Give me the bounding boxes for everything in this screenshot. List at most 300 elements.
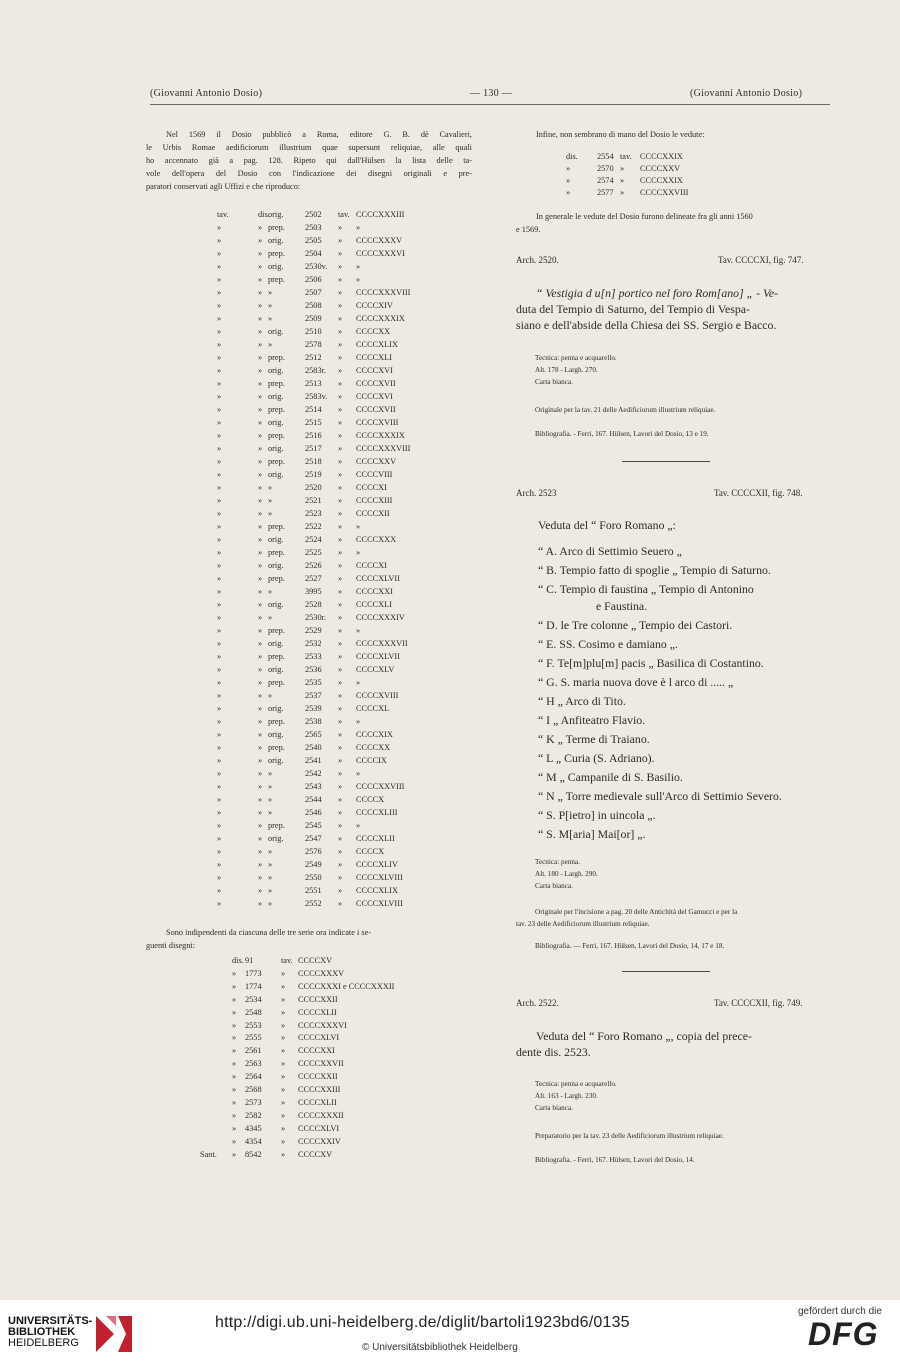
table-cell: 4345	[245, 1123, 262, 1133]
table-cell: prep.	[268, 405, 285, 414]
legend-item: “ F. Te[m]plu[m] pacis „ Basilica di Costantino.	[538, 656, 764, 670]
table-cell: »	[338, 496, 343, 505]
table-cell: tav.	[217, 210, 229, 219]
arch-2522-description	[516, 1028, 828, 1060]
table-cell: CCCCXIV	[356, 301, 393, 310]
table-cell: CCCCXXXVIII	[356, 288, 411, 297]
table-cell: prep.	[268, 457, 285, 466]
arch-2523-head: Arch. 2523	[516, 488, 557, 498]
library-logo-text	[8, 1316, 92, 1349]
table-cell: »	[217, 613, 222, 622]
table-cell: CCCCXXX	[356, 535, 397, 544]
table-cell: »	[338, 340, 343, 349]
arch-2523-tav: Tav. CCCCXII, fig. 748.	[714, 488, 803, 498]
table-cell: CCCCXXI	[356, 587, 393, 596]
table-cell: »	[338, 834, 343, 843]
arch-2523-notes	[535, 856, 598, 892]
table-cell: »	[268, 899, 273, 908]
table-cell: 1773	[245, 968, 262, 978]
table-cell: »	[338, 587, 343, 596]
table-cell: 2576	[305, 847, 322, 856]
table-cell: 91	[245, 956, 254, 965]
table-cell: 2583v.	[305, 392, 328, 401]
table-cell: Sant.	[200, 1149, 217, 1159]
table-cell: CCCCXXII	[298, 1072, 338, 1082]
table-cell: CCCCXLII	[298, 1097, 337, 1107]
table-cell: »	[258, 795, 263, 804]
table-cell: »	[338, 483, 343, 492]
table-cell: 2552	[305, 899, 322, 908]
arch-2522-biblio: Bibliografia. - Ferri, 167. Hülsen, Lavori del Dosio, 14.	[535, 1156, 695, 1164]
legend-item: “ S. P[ietro] in uincola „.	[538, 808, 656, 822]
table-cell: 2532	[305, 639, 322, 648]
table-cell: »	[217, 665, 222, 674]
indip-paragraph	[146, 926, 472, 952]
arch-2520-tav: Tav. CCCCXI, fig. 747.	[718, 255, 804, 265]
table-cell: 2540	[305, 743, 322, 752]
table-cell: »	[258, 327, 263, 336]
table-cell: CCCCX	[356, 847, 385, 856]
table-cell: prep.	[268, 353, 285, 362]
table-cell: orig.	[268, 665, 284, 674]
table-cell: 2563	[245, 1059, 262, 1069]
table-cell: »	[258, 743, 263, 752]
table-cell: »	[338, 535, 343, 544]
table-cell: »	[258, 366, 263, 375]
table-cell: »	[217, 405, 222, 414]
table-cell: »	[281, 1007, 286, 1017]
table-cell: »	[566, 176, 571, 185]
arch-2522-tecnica: Tecnica: penna e acquarello.	[535, 1080, 617, 1088]
table-cell: orig.	[268, 327, 284, 336]
table-cell: »	[338, 301, 343, 310]
table-cell: »	[281, 981, 286, 991]
table-cell: »	[232, 981, 237, 991]
legend-item: “ D. le Tre colonne „ Tempio dei Castori.	[538, 618, 733, 632]
table-cell: CCCCXXIV	[298, 1136, 341, 1146]
table-cell: »	[217, 418, 222, 427]
table-cell: 2517	[305, 444, 322, 453]
table-cell: CCCCXLIII	[356, 808, 398, 817]
table-cell: »	[217, 756, 222, 765]
table-cell: »	[338, 704, 343, 713]
table-cell: »	[338, 275, 343, 284]
table-cell: 2542	[305, 769, 322, 778]
table-cell: 2544	[305, 795, 322, 804]
table-cell: »	[268, 808, 273, 817]
table-cell: »	[338, 782, 343, 791]
table-cell: »	[338, 639, 343, 648]
table-cell: 2524	[305, 535, 322, 544]
table-cell: 2506	[305, 275, 322, 284]
table-cell: 2573	[245, 1097, 262, 1107]
table-cell: »	[620, 188, 625, 197]
table-cell: »	[258, 769, 263, 778]
table-cell: orig.	[268, 600, 284, 609]
table-cell: 2507	[305, 288, 322, 297]
table-cell: orig.	[268, 366, 284, 375]
table-cell: 2530r.	[305, 613, 326, 622]
legend-item: “ H „ Arco di Tito.	[538, 694, 626, 708]
table-cell: CCCCXLVII	[356, 652, 400, 661]
table-cell: »	[268, 301, 273, 310]
intro-line: le Urbis Romae aedificiorum illustrium quae supersunt reliquiae, alle quali	[146, 143, 472, 152]
table-cell: »	[338, 756, 343, 765]
arch-2520-description	[516, 285, 828, 333]
table-cell: orig.	[268, 561, 284, 570]
legend-item: “ I „ Anfiteatro Flavio.	[538, 713, 646, 727]
table-cell: »	[232, 1007, 237, 1017]
table-cell: 2570	[597, 164, 614, 173]
table-cell: 2523	[305, 509, 322, 518]
table-cell: »	[258, 236, 263, 245]
table-cell: 2549	[305, 860, 322, 869]
arch-2523-carta: Carta bianca.	[535, 882, 573, 890]
table-cell: prep.	[268, 548, 285, 557]
table-cell: »	[281, 1085, 286, 1094]
permalink[interactable]: http://digi.ub.uni-heidelberg.de/diglit/bartoli1923bd6/0135	[215, 1314, 630, 1331]
table-cell: »	[258, 847, 263, 856]
table-cell: »	[258, 665, 263, 674]
arch-2523-orig-2: tav. 23 delle Aedificiorum illustrium reliquiae.	[516, 920, 650, 928]
table-cell: »	[258, 548, 263, 557]
running-header-left: (Giovanni Antonio Dosio)	[150, 88, 263, 99]
table-cell: »	[217, 301, 222, 310]
table-cell: »	[232, 1046, 237, 1056]
table-cell: »	[258, 652, 263, 661]
arch-2523-size: Alt. 180 - Largh. 290.	[535, 870, 598, 878]
table-cell: »	[258, 418, 263, 427]
arch-2520-notes	[535, 352, 617, 388]
table-cell: prep.	[268, 249, 285, 258]
table-cell: »	[281, 1136, 286, 1146]
table-cell: 2513	[305, 379, 322, 388]
table-cell: »	[258, 405, 263, 414]
table-cell: »	[258, 561, 263, 570]
table-cell: orig.	[268, 756, 284, 765]
table-cell: 2533	[305, 652, 322, 661]
table-cell: CCCCVIII	[356, 470, 393, 479]
table-cell: 2515	[305, 418, 322, 427]
table-cell: »	[232, 1033, 237, 1043]
table-cell: »	[268, 613, 273, 622]
arch-2522-head: Arch. 2522.	[516, 998, 559, 1008]
table-cell: CCCCXIX	[356, 730, 393, 739]
generale-line-2: e 1569.	[516, 225, 541, 234]
table-cell: »	[232, 1020, 237, 1030]
table-cell: CCCCXLII	[298, 1007, 337, 1017]
table-cell: »	[338, 392, 343, 401]
table-cell: CCCCXXIX	[640, 152, 683, 161]
table-cell: tav.	[281, 956, 293, 965]
legend-item: “ G. S. maria nuova dove è l arco di ..... „	[538, 675, 734, 689]
table-cell: prep.	[268, 574, 285, 583]
table-cell: »	[217, 275, 222, 284]
library-line-1: UNIVERSITÄTS-	[8, 1315, 93, 1327]
table-cell: »	[232, 1097, 237, 1107]
table-cell: CCCCXXXVIII	[356, 444, 411, 453]
table-cell: CCCCXXXVII	[356, 639, 408, 648]
table-cell: 2561	[245, 1046, 262, 1056]
table-cell: »	[217, 223, 222, 232]
table-cell: »	[258, 821, 263, 830]
table-cell: 2504	[305, 249, 322, 258]
table-cell: orig.	[268, 639, 284, 648]
table-cell: CCCCXVIII	[356, 418, 399, 427]
arch-2520-biblio: Bibliografia. - Ferri, 167. Hülsen, Lavori del Dosio, 13 e 19.	[535, 430, 709, 438]
table-cell: »	[258, 678, 263, 687]
table-cell: »	[217, 860, 222, 869]
table-cell: 2555	[245, 1033, 262, 1043]
intro-paragraph	[146, 128, 472, 193]
table-cell: »	[268, 483, 273, 492]
infine-line: Infine, non sembrano di mano del Dosio le vedute:	[536, 130, 705, 139]
table-cell: orig.	[268, 262, 284, 271]
table-cell: orig.	[268, 210, 284, 219]
table-cell: »	[217, 327, 222, 336]
table-cell: tav.	[620, 152, 632, 161]
table-cell: »	[217, 834, 222, 843]
legend-item: “ N „ Torre medievale sull'Arco di Settimio Severo.	[538, 789, 782, 803]
table-cell: »	[338, 548, 343, 557]
table-cell: 2551	[305, 886, 322, 895]
table-cell: »	[217, 704, 222, 713]
table-cell: CCCCXVI	[356, 392, 393, 401]
table-cell: »	[356, 626, 361, 635]
table-cell: »	[281, 968, 286, 978]
table-cell: »	[268, 340, 273, 349]
table-cell: CCCCXXXIII	[356, 210, 405, 219]
table-cell: »	[258, 626, 263, 635]
table-cell: »	[232, 1072, 237, 1082]
table-cell: orig.	[268, 236, 284, 245]
table-cell: prep.	[268, 379, 285, 388]
table-cell: »	[217, 379, 222, 388]
table-cell: »	[281, 1149, 286, 1159]
table-cell: »	[338, 288, 343, 297]
table-cell: CCCCXIII	[356, 496, 393, 505]
table-cell: dis.	[566, 152, 578, 161]
table-cell: 2528	[305, 600, 322, 609]
table-cell: »	[338, 509, 343, 518]
table-cell: »	[258, 223, 263, 232]
table-cell: »	[281, 994, 286, 1004]
table-cell: »	[217, 873, 222, 882]
table-cell: CCCCXXV	[356, 457, 397, 466]
table-cell: »	[281, 1059, 286, 1069]
table-cell: 3995	[305, 587, 322, 596]
table-cell: CCCCXXXI e CCCCXXXII	[298, 981, 395, 991]
legend-item: “ B. Tempio fatto di spoglie „ Tempio di Saturno.	[538, 563, 771, 577]
table-cell: CCCCXL	[356, 704, 390, 713]
intro-line: paratori conservati agli Uffizi e che riproduco:	[146, 182, 301, 191]
arch-2520-size: Alt. 178 - Largh. 270.	[535, 366, 598, 374]
table-cell: CCCCXV	[298, 956, 333, 965]
table-cell: »	[217, 288, 222, 297]
table-cell: »	[217, 899, 222, 908]
table-cell: CCCCXXXII	[298, 1110, 344, 1120]
table-cell: »	[338, 678, 343, 687]
table-cell: 2548	[245, 1007, 262, 1017]
table-cell: »	[217, 795, 222, 804]
table-cell: »	[338, 769, 343, 778]
table-cell: »	[356, 821, 361, 830]
generale-paragraph	[516, 210, 826, 236]
arch-2523-tecnica: Tecnica: penna.	[535, 858, 580, 866]
table-cell: »	[356, 522, 361, 531]
table-cell: »	[258, 314, 263, 323]
table-cell: »	[338, 600, 343, 609]
table-cell: 2538	[305, 717, 322, 726]
legend-item: “ M „ Campanile di S. Basilio.	[538, 770, 683, 784]
table-cell: »	[217, 470, 222, 479]
table-cell: 2508	[305, 301, 322, 310]
table-cell: »	[217, 483, 222, 492]
table-cell: 2503	[305, 223, 322, 232]
table-cell: prep.	[268, 652, 285, 661]
table-cell: 2519	[305, 470, 322, 479]
arch-2520-line-1: “ Vestigia d u[n] portico nel foro Rom[ano] „ - Ve-	[536, 286, 779, 300]
dfg-logo: DFG	[808, 1316, 879, 1352]
table-cell: CCCCXXVIII	[640, 188, 689, 197]
table-cell: »	[217, 639, 222, 648]
table-cell: »	[338, 886, 343, 895]
library-seal-icon	[92, 1312, 136, 1356]
table-cell: »	[232, 1085, 237, 1094]
table-cell: CCCCXLI	[356, 353, 392, 362]
table-cell: »	[356, 769, 361, 778]
table-cell: 2502	[305, 210, 322, 219]
table-cell: 2577	[597, 188, 614, 197]
table-cell: CCCCXXI	[298, 1046, 335, 1056]
table-cell: CCCCXLII	[356, 834, 395, 843]
table-cell: »	[217, 535, 222, 544]
table-cell: »	[338, 457, 343, 466]
table-cell: »	[258, 288, 263, 297]
table-cell: CCCCXXV	[640, 164, 681, 173]
table-cell: 2512	[305, 353, 322, 362]
table-cell: CCCCXXXV	[356, 236, 403, 245]
table-cell: »	[217, 392, 222, 401]
table-cell: »	[338, 561, 343, 570]
table-cell: »	[338, 860, 343, 869]
table-cell: 2582	[245, 1110, 262, 1120]
table-cell: »	[232, 1136, 237, 1146]
table-cell: »	[217, 587, 222, 596]
library-line-2: BIBLIOTHEK	[8, 1326, 76, 1338]
table-cell: 2574	[597, 176, 614, 185]
intro-line: ho accennato già a pag. 128. Ripeto qui dall'Hülsen la lista delle ta-	[146, 156, 472, 165]
table-cell: prep.	[268, 275, 285, 284]
table-cell: 2545	[305, 821, 322, 830]
table-cell: prep.	[268, 223, 285, 232]
table-cell: »	[217, 314, 222, 323]
table-cell: »	[268, 795, 273, 804]
table-cell: »	[232, 994, 237, 1004]
table-cell: »	[217, 262, 222, 271]
page-number: — 130 —	[470, 88, 513, 99]
table-cell: 1774	[245, 981, 262, 991]
table-cell: »	[217, 652, 222, 661]
table-cell: »	[338, 431, 343, 440]
table-cell: »	[258, 834, 263, 843]
table-cell: »	[268, 886, 273, 895]
table-cell: »	[338, 821, 343, 830]
arch-2522-size: Alt. 163 - Largh. 230.	[535, 1092, 598, 1100]
table-cell: »	[281, 1033, 286, 1043]
table-cell: »	[338, 236, 343, 245]
table-cell: »	[258, 301, 263, 310]
table-cell: »	[258, 860, 263, 869]
table-cell: »	[258, 704, 263, 713]
table-cell: »	[268, 314, 273, 323]
separator-2	[622, 971, 710, 972]
table-cell: 2547	[305, 834, 322, 843]
table-cell: »	[338, 249, 343, 258]
table-cell: »	[356, 678, 361, 687]
table-cell: 2554	[597, 152, 614, 161]
table-cell: »	[217, 574, 222, 583]
table-cell: CCCCXXXIX	[356, 314, 405, 323]
table-cell: 2539	[305, 704, 322, 713]
table-cell: orig.	[268, 704, 284, 713]
table-cell: »	[258, 899, 263, 908]
table-cell: »	[217, 678, 222, 687]
table-cell: »	[338, 353, 343, 362]
table-cell: »	[217, 249, 222, 258]
table-cell: 2578	[305, 340, 322, 349]
table-cell: 2522	[305, 522, 322, 531]
table-cell: »	[268, 496, 273, 505]
table-cell: 2527	[305, 574, 322, 583]
arch-2523-orig-1: Originale per l'incisione a pag. 20 delle Antichità del Gamucci e per la	[535, 908, 738, 916]
table-cell: CCCCXV	[298, 1149, 333, 1159]
footer-bar	[0, 1300, 900, 1365]
table-cell: 2543	[305, 782, 322, 791]
library-line-3: HEIDELBERG	[8, 1337, 79, 1349]
table-cell: CCCCX	[356, 795, 385, 804]
table-cell: »	[281, 1097, 286, 1107]
table-cell: prep.	[268, 717, 285, 726]
table-cell: »	[338, 444, 343, 453]
table-cell: 2568	[245, 1085, 262, 1094]
arch-2520-line-2: duta del Tempio di Saturno, del Tempio di Vespa-	[516, 302, 750, 316]
table-cell: 2514	[305, 405, 322, 414]
table-cell: »	[338, 717, 343, 726]
table-cell: 2529	[305, 626, 322, 635]
table-cell: »	[258, 457, 263, 466]
table-cell: prep.	[268, 743, 285, 752]
table-cell: »	[281, 1072, 286, 1082]
table-cell: »	[217, 717, 222, 726]
table-cell: orig.	[268, 392, 284, 401]
table-cell: CCCCXXVIII	[356, 782, 405, 791]
table-cell: 2509	[305, 314, 322, 323]
table-cell: »	[338, 366, 343, 375]
table-cell: prep.	[268, 626, 285, 635]
table-cell: 8542	[245, 1149, 262, 1159]
arch-2522-notes	[535, 1078, 617, 1114]
table-cell: »	[217, 236, 222, 245]
table-cell: CCCCXLIX	[356, 886, 398, 895]
table-cell: »	[258, 262, 263, 271]
table-cell: orig.	[268, 418, 284, 427]
arch-2523-title: Veduta del “ Foro Romano „:	[538, 518, 676, 532]
table-cell: 2537	[305, 691, 322, 700]
table-cell: »	[281, 1046, 286, 1056]
table-cell: 2541	[305, 756, 322, 765]
table-cell: »	[566, 164, 571, 173]
